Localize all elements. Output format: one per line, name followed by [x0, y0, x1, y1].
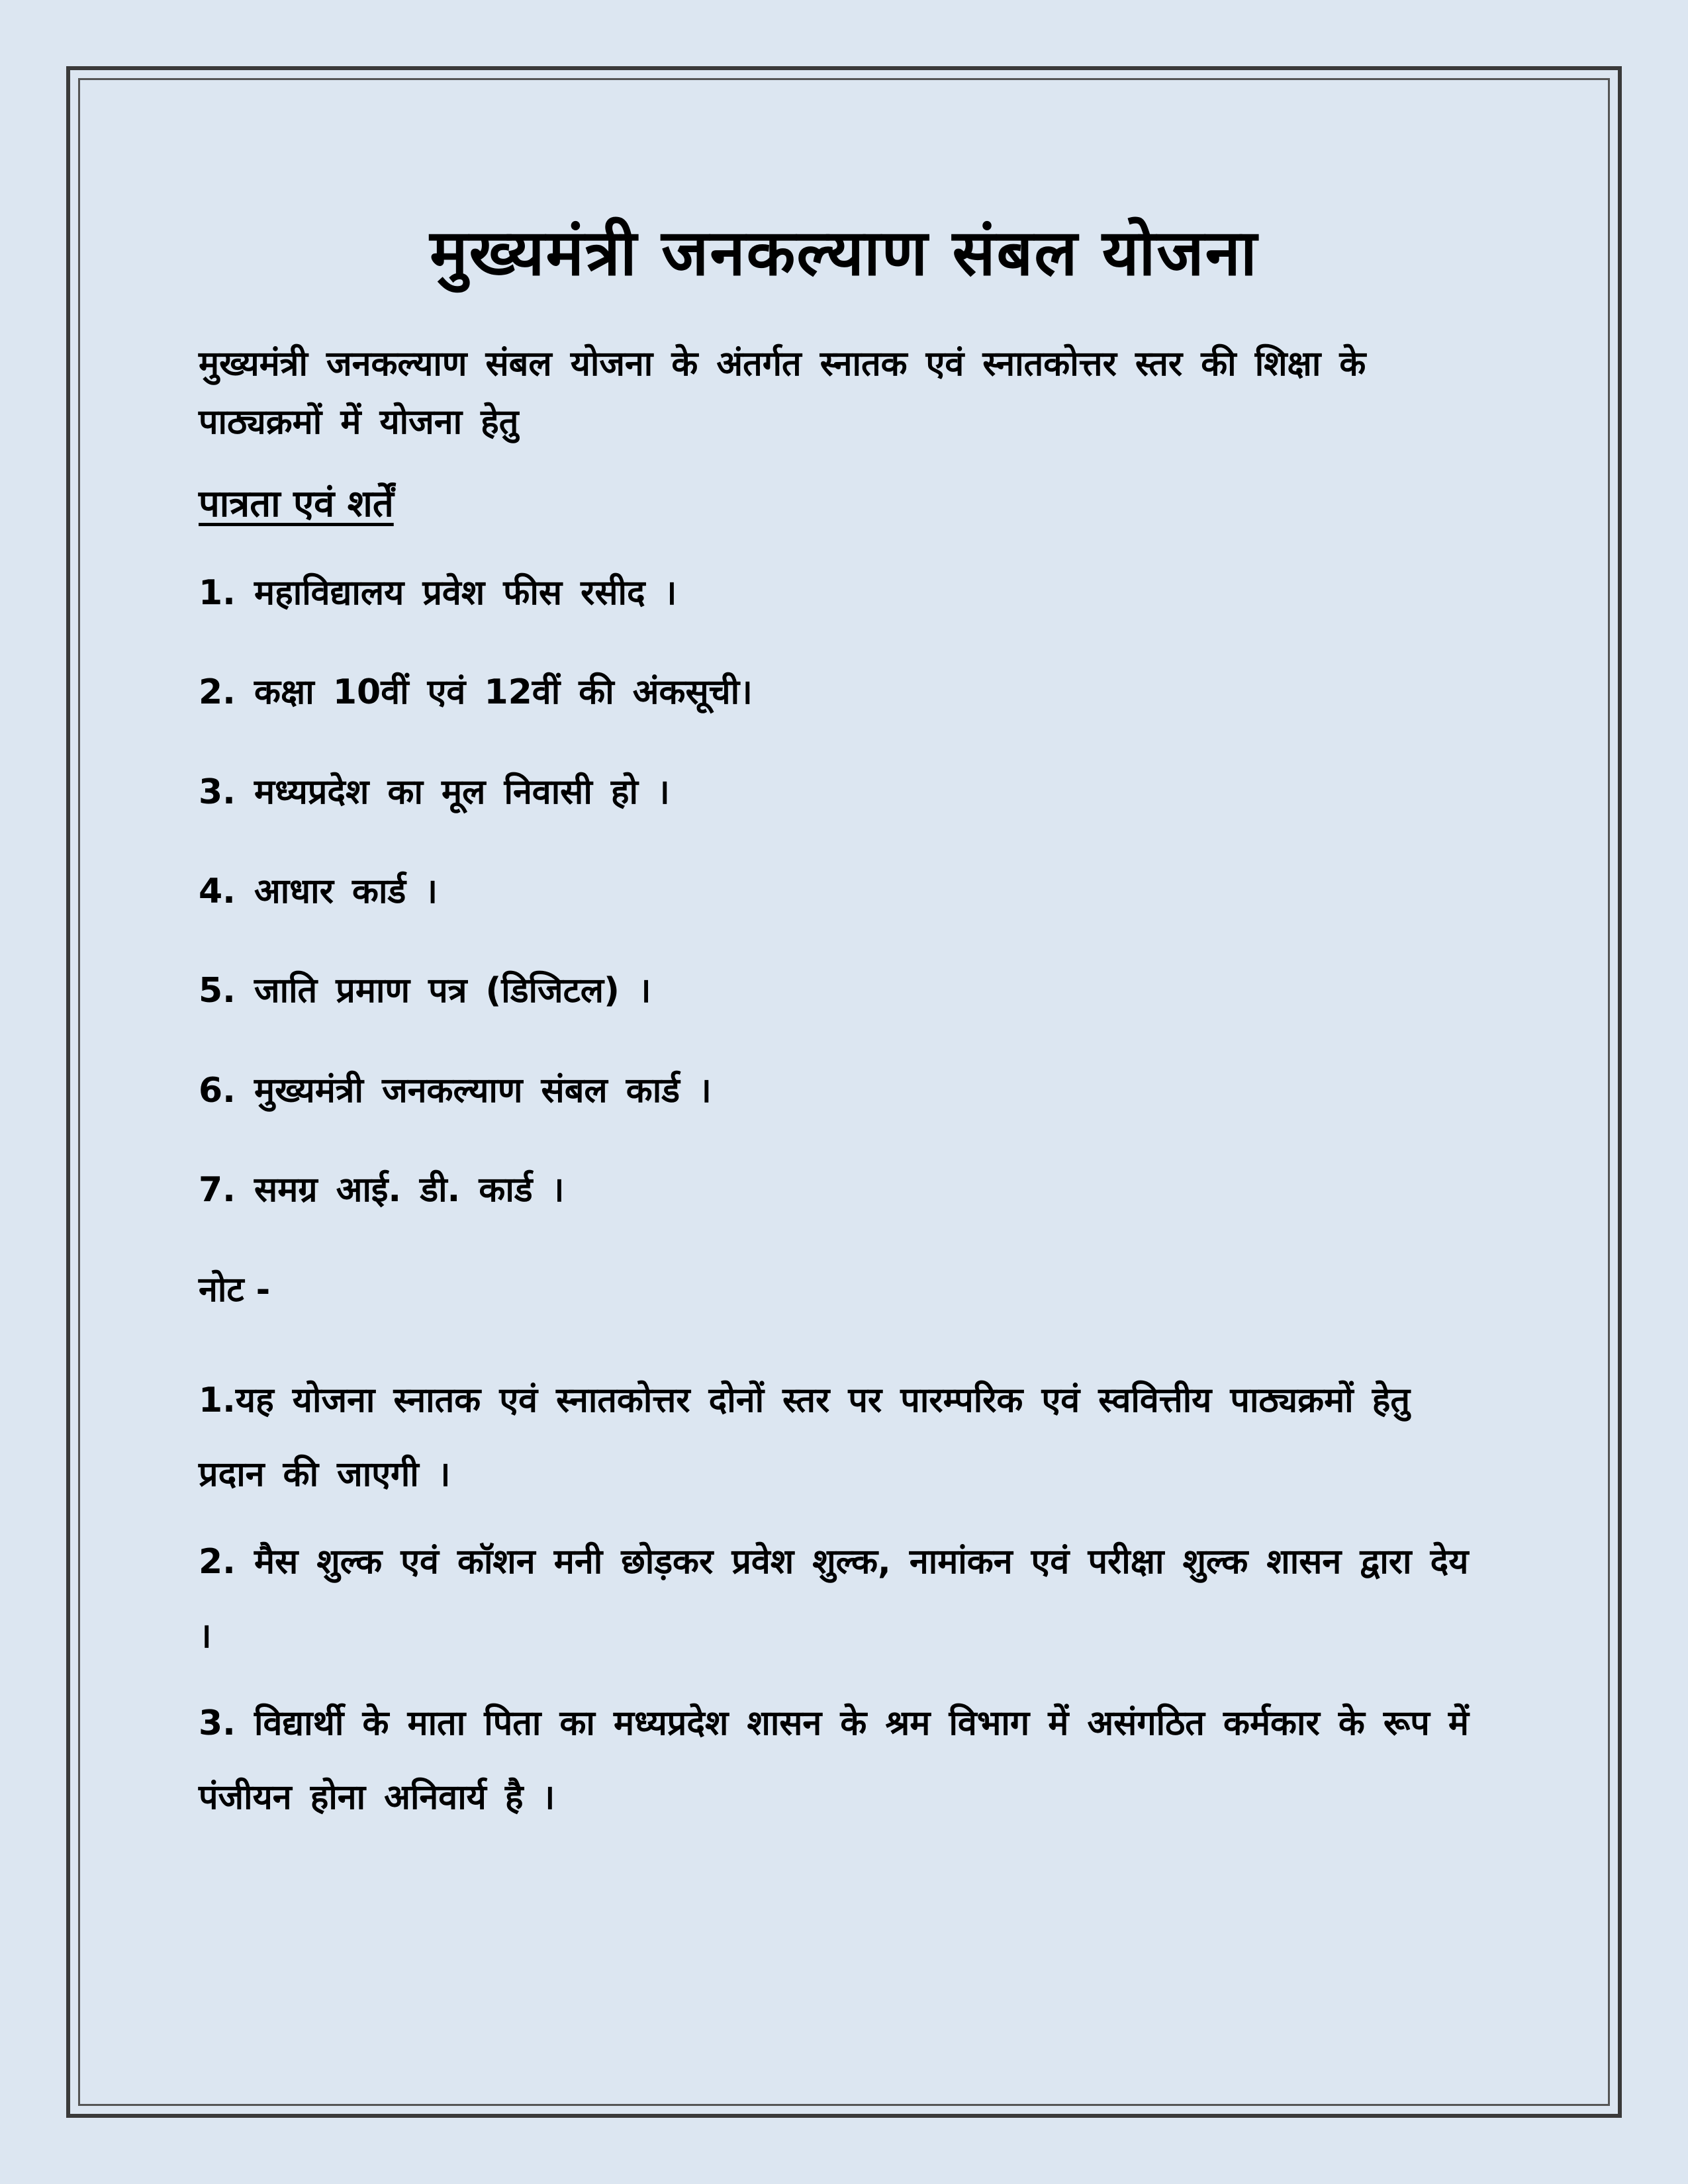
- document-body: [199, 218, 1489, 1848]
- requirement-item: 5. जाति प्रमाण पत्र (डिजिटल) ।: [199, 971, 651, 1011]
- note-heading: नोट -: [199, 1269, 271, 1310]
- requirement-item: 7. समग्र आई. डी. कार्ड ।: [199, 1170, 565, 1210]
- requirement-item: 6. मुख्यमंत्री जनकल्याण संबल कार्ड ।: [199, 1070, 712, 1111]
- requirement-item: 4. आधार कार्ड ।: [199, 871, 438, 911]
- note-item: 1.यह योजना स्नातक एवं स्नातकोत्तर दोनों स्तर पर पारम्परिक एवं स्ववित्तीय पाठ्यक्रमों हेतु प्रदान की जाएगी ।: [199, 1380, 1410, 1494]
- eligibility-heading: पात्रता एवं शर्तें: [199, 482, 394, 525]
- requirement-item: 2. कक्षा 10वीं एवं 12वीं की अंकसूची।: [199, 672, 753, 713]
- note-item: 2. मैस शुल्क एवं कॉशन मनी छोड़कर प्रवेश शुल्क, नामांकन एवं परीक्षा शुल्क शासन द्वारा देय ।: [199, 1541, 1469, 1656]
- requirement-item: 3. मध्यप्रदेश का मूल निवासी हो ।: [199, 772, 670, 812]
- intro-paragraph: मुख्यमंत्री जनकल्याण संबल योजना के अंतर्गत स्नातक एवं स्नातकोत्तर स्तर की शिक्षा के पाठ्यक्रमों में योजना हेतु: [199, 343, 1366, 442]
- note-item: 3. विद्यार्थी के माता पिता का मध्यप्रदेश शासन के श्रम विभाग में असंगठित कर्मकार के रूप में पंजीयन होना अनिवार्य है ।: [199, 1703, 1470, 1817]
- document-title: मुख्यमंत्री जनकल्याण संबल योजना: [430, 216, 1258, 290]
- requirements-list: [199, 572, 1489, 1211]
- requirement-item: 1. महाविद्यालय प्रवेश फीस रसीद ।: [199, 572, 677, 613]
- notes-list: [199, 1363, 1489, 1835]
